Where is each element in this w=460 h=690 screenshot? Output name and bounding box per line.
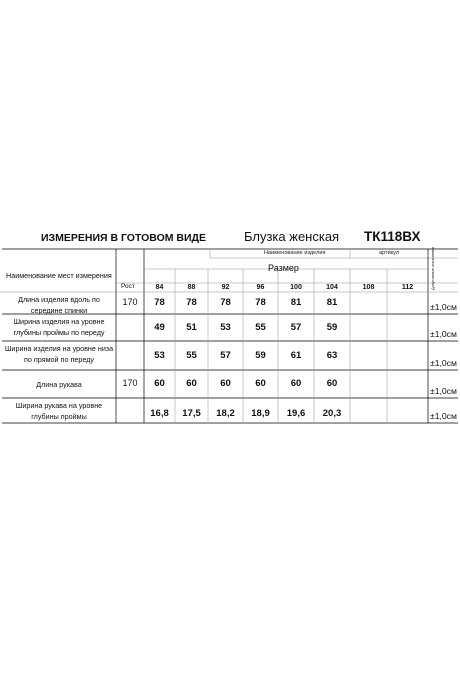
measurement-cell: 60 — [220, 378, 231, 389]
tolerance-cell: ±1,0см — [430, 386, 457, 396]
measurement-cell: 78 — [186, 297, 197, 308]
measurement-cell: 53 — [154, 349, 165, 361]
measurement-cell: 57 — [290, 321, 302, 333]
tolerance-cell: ±1,0см — [430, 411, 457, 421]
measurement-cell: 17,5 — [182, 408, 201, 419]
product-caption: Наименование изделия — [264, 250, 326, 256]
measurement-cell: 19,6 — [286, 408, 306, 419]
size-header-84: 84 — [155, 284, 164, 291]
measurement-cell: 59 — [326, 321, 338, 333]
size-header-104: 104 — [326, 284, 338, 291]
sheet-title: ИЗМЕРЕНИЯ В ГОТОВОМ ВИДЕ — [41, 232, 207, 244]
product-name: Блузка женская — [244, 229, 340, 244]
size-header-108: 108 — [362, 284, 375, 291]
measurement-cell: 18,9 — [251, 408, 270, 419]
measurement-cell: 16,8 — [150, 408, 169, 419]
size-group-header: Размер — [268, 263, 299, 273]
measurement-cell: 78 — [154, 297, 165, 308]
row-rost: 170 — [122, 297, 138, 307]
measurement-cell: 60 — [154, 378, 165, 389]
measurement-cell: 57 — [220, 349, 231, 361]
name-column-header: Наименование мест измерения — [6, 271, 112, 280]
tolerance-column-header: Допустимые отклонения — [431, 246, 435, 290]
tolerance-cell: ±1,0см — [430, 302, 457, 312]
rost-column-header: Рост — [121, 283, 135, 290]
measurement-cell: 55 — [255, 321, 266, 333]
size-header-92: 92 — [221, 284, 230, 291]
measurement-cell: 81 — [290, 297, 302, 308]
measurement-cell: 49 — [154, 321, 165, 333]
measurement-cell: 61 — [290, 349, 302, 361]
measurement-cell: 81 — [326, 297, 338, 308]
measurement-cell: 60 — [186, 378, 197, 389]
row-label: Ширина изделия на уровне глубины проймы по переду — [13, 317, 105, 338]
measurement-cell: 60 — [326, 378, 338, 389]
measurement-cell: 60 — [255, 378, 266, 389]
measurement-cell: 18,2 — [216, 408, 235, 419]
measurement-cell: 55 — [186, 349, 197, 361]
measurement-cell: 53 — [220, 321, 231, 333]
measurement-cell: 59 — [255, 349, 266, 361]
row-rost: 170 — [122, 378, 138, 388]
size-header-88: 88 — [187, 284, 196, 291]
size-header-96: 96 — [256, 284, 265, 291]
article-number: ТК118ВХ — [364, 229, 421, 244]
measurement-sheet — [0, 228, 460, 428]
tolerance-cell: ±1,0см — [430, 358, 457, 368]
row-label: Ширина рукава на уровне глубины проймы — [15, 401, 103, 422]
measurement-cell: 78 — [255, 297, 266, 308]
measurement-cell: 51 — [186, 321, 197, 333]
row-label: Длина изделия вдоль по середине спинки — [18, 295, 100, 316]
article-caption: артикул — [379, 250, 400, 256]
row-label: Ширина изделия на уровне низа по прямой по переду — [4, 344, 114, 365]
measurement-cell: 20,3 — [322, 408, 342, 419]
size-header-100: 100 — [290, 284, 302, 291]
row-label: Длина рукава — [36, 380, 82, 389]
measurement-cell: 63 — [326, 349, 338, 361]
tolerance-cell: ±1,0см — [430, 329, 457, 339]
measurement-cell: 60 — [290, 378, 302, 389]
size-header-112: 112 — [401, 284, 414, 291]
measurement-cell: 78 — [220, 297, 231, 308]
